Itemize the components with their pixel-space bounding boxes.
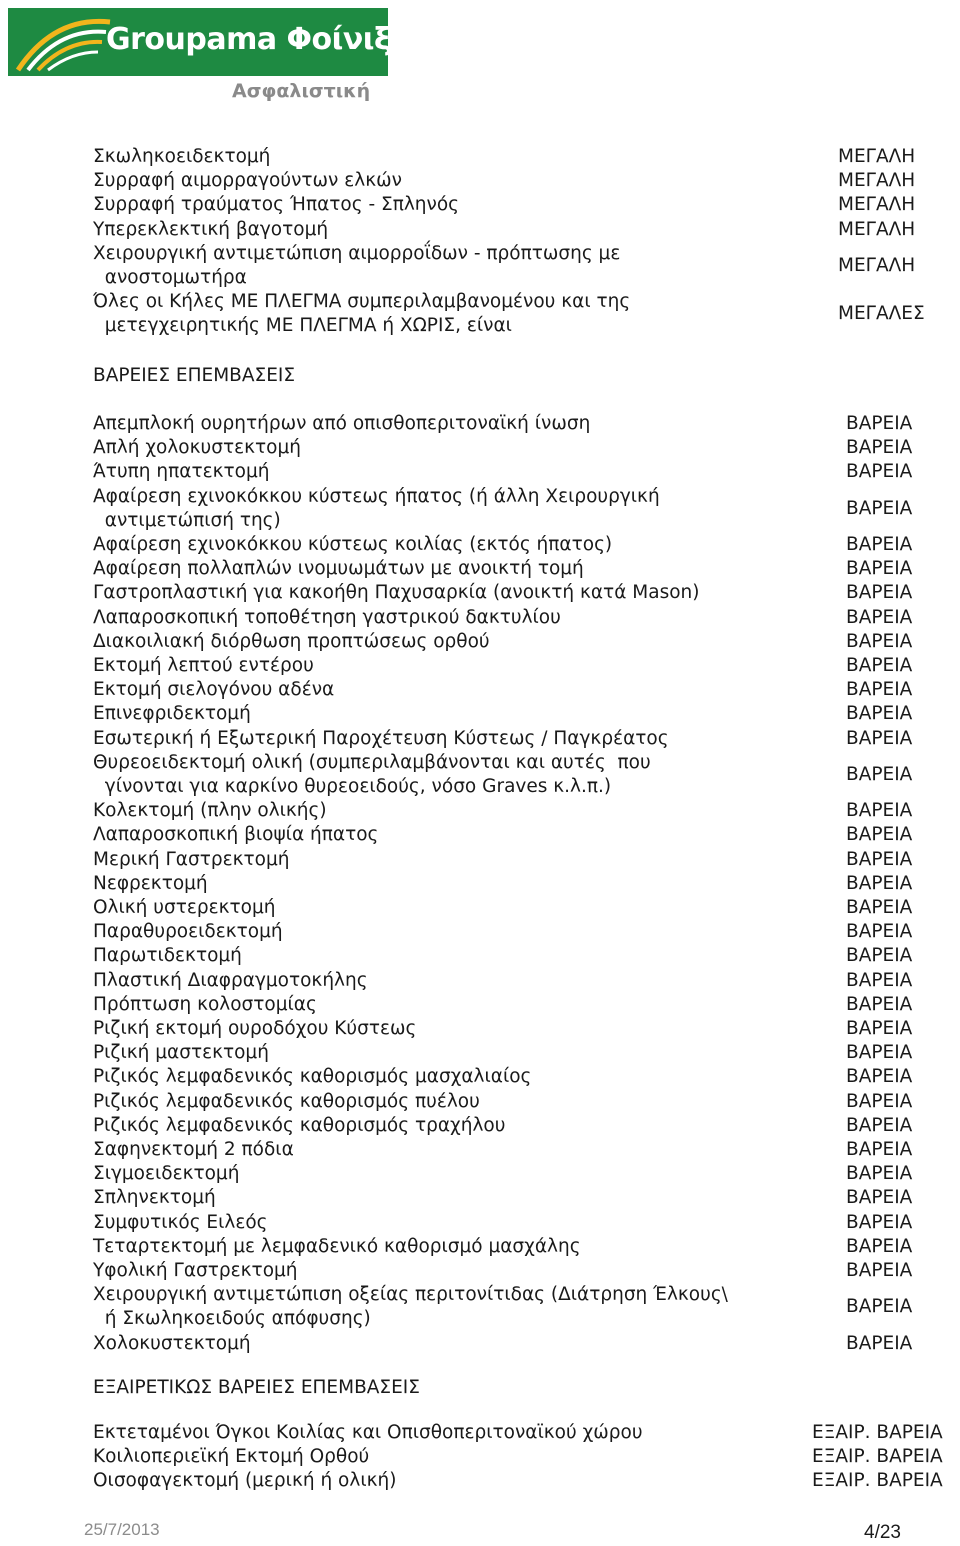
procedure-name: Εκτομή σιελογόνου αδένα [93, 679, 335, 701]
severity-category: ΒΑΡΕΙΑ [846, 558, 913, 580]
severity-category: ΒΑΡΕΙΑ [846, 872, 913, 894]
procedure-name: Ριζικός λεμφαδενικός καθορισμός τραχήλου [93, 1114, 506, 1136]
procedure-name: Χειρουργική αντιμετώπιση οξείας περιτονίτιδας (Διάτρηση Έλκους\ ή Σκωληκοειδούς απόφυσης) [93, 1284, 728, 1330]
procedure-name: Χολοκυστεκτομή [93, 1332, 251, 1354]
procedure-name: Χειρουργική αντιμετώπιση αιμορροΐδων - πρόπτωσης με ανοστομωτήρα [93, 242, 621, 288]
procedure-name: Αφαίρεση εχινοκόκκου κύστεως ήπατος (ή άλλη Χειρουργική αντιμετώπισή της) [93, 485, 660, 531]
severity-category: ΜΕΓΑΛΗ [838, 218, 916, 240]
procedure-name: Απλή χολοκυστεκτομή [93, 437, 301, 459]
procedure-name: Ριζικός λεμφαδενικός καθορισμός μασχαλιαίος [93, 1066, 532, 1088]
brand-logo [8, 8, 392, 76]
procedure-name: Πρόπτωση κολοστομίας [93, 993, 317, 1015]
procedure-name: Ριζική εκτομή ουροδόχου Κύστεως [93, 1018, 417, 1039]
severity-category: ΒΑΡΕΙΑ [846, 1018, 913, 1039]
procedure-name: Λαπαροσκοπική τοποθέτηση γαστρικού δακτυλίου [93, 606, 561, 628]
procedure-name: Αφαίρεση εχινοκόκκου κύστεως κοιλίας (εκτός ήπατος) [93, 534, 613, 555]
severity-category: ΕΞΑΙΡ. ΒΑΡΕΙΑ [812, 1446, 943, 1468]
procedure-name: Εκτομή λεπτού εντέρου [93, 655, 314, 676]
procedure-name: Θυρεοειδεκτομή ολική (συμπεριλαμβάνονται και αυτές που γίνονται για καρκίνο θυρεοειδούς, νόσο Graves κ.λ.π.) [93, 751, 651, 797]
severity-category: ΒΑΡΕΙΑ [846, 727, 913, 749]
severity-category: ΒΑΡΕΙΑ [846, 655, 913, 676]
severity-category: ΒΑΡΕΙΑ [846, 630, 913, 652]
severity-category: ΒΑΡΕΙΑ [846, 1114, 913, 1136]
severity-category: ΒΑΡΕΙΑ [846, 1296, 913, 1318]
brand-subtitle: Ασφαλιστική [232, 80, 371, 102]
severity-category: ΒΑΡΕΙΑ [846, 848, 913, 870]
severity-category: ΒΑΡΕΙΑ [846, 945, 913, 967]
procedure-name: Όλες οι Κήλες ΜΕ ΠΛΕΓΜΑ συμπεριλαμβανομένου και της μετεγχειρητικής ΜΕ ΠΛΕΓΜΑ ή ΧΩΡΙΣ, είναι [93, 291, 631, 337]
procedure-name: Διακοιλιακή διόρθωση προπτώσεως ορθού [93, 630, 490, 652]
procedure-name: Συμφυτικός Ειλεός [93, 1211, 268, 1233]
procedure-name: Σαφηνεκτομή 2 πόδια [93, 1139, 294, 1160]
severity-category: ΒΑΡΕΙΑ [846, 1139, 913, 1160]
procedure-name: Σκωληκοειδεκτομή [93, 146, 271, 167]
procedure-name: Υπερεκλεκτική βαγοτομή [93, 218, 329, 240]
brand-name: Groupama Φοίνιξ [106, 22, 392, 57]
severity-category: ΜΕΓΑΛΗ [838, 194, 916, 216]
severity-category: ΒΑΡΕΙΑ [846, 763, 913, 785]
procedure-name: Αφαίρεση πολλαπλών ινομυωμάτων με ανοικτή τομή [93, 558, 584, 580]
procedure-name: Σπληνεκτομή [93, 1187, 216, 1209]
severity-category: ΒΑΡΕΙΑ [846, 582, 913, 604]
procedure-name: Παραθυροειδεκτομή [93, 921, 283, 943]
procedure-name: Τεταρτεκτομή με λεμφαδενικό καθορισμό μασχάλης [93, 1235, 581, 1257]
severity-category: ΒΑΡΕΙΑ [846, 1235, 913, 1257]
procedure-name: Νεφρεκτομή [93, 872, 208, 894]
severity-category: ΒΑΡΕΙΑ [846, 1332, 913, 1354]
page-number: 4/23 [864, 1522, 901, 1543]
severity-category: ΜΕΓΑΛΕΣ [838, 303, 925, 325]
procedure-name: Απεμπλοκή ουρητήρων από οπισθοπεριτοναϊκή ίνωση [93, 413, 591, 434]
severity-category: ΕΞΑΙΡ. ΒΑΡΕΙΑ [812, 1470, 943, 1492]
severity-category: ΒΑΡΕΙΑ [846, 1066, 913, 1088]
procedure-name: Επινεφριδεκτομή [93, 703, 251, 725]
procedure-name: Μερική Γαστρεκτομή [93, 848, 290, 870]
severity-category: ΒΑΡΕΙΑ [846, 461, 913, 483]
procedure-name: Σιγμοειδεκτομή [93, 1163, 240, 1185]
severity-category: ΒΑΡΕΙΑ [846, 679, 913, 701]
severity-category: ΒΑΡΕΙΑ [846, 437, 913, 459]
severity-category: ΒΑΡΕΙΑ [846, 534, 913, 555]
procedure-name: Ριζική μαστεκτομή [93, 1042, 269, 1064]
severity-category: ΒΑΡΕΙΑ [846, 1163, 913, 1185]
procedure-name: Συρραφή αιμορραγούντων ελκών [93, 170, 402, 192]
severity-category: ΒΑΡΕΙΑ [846, 969, 913, 991]
severity-category: ΒΑΡΕΙΑ [846, 1042, 913, 1064]
severity-category: ΜΕΓΑΛΗ [838, 170, 916, 192]
procedure-name: Παρωτιδεκτομή [93, 945, 242, 967]
severity-category: ΒΑΡΕΙΑ [846, 800, 913, 822]
procedure-name: Εσωτερική ή Εξωτερική Παροχέτευση Κύστεως / Παγκρέατος [93, 727, 669, 749]
severity-category: ΒΑΡΕΙΑ [846, 413, 913, 434]
severity-category: ΒΑΡΕΙΑ [846, 1211, 913, 1233]
severity-category: ΒΑΡΕΙΑ [846, 921, 913, 943]
severity-category: ΒΑΡΕΙΑ [846, 1260, 913, 1281]
section-heading-exceptional: ΕΞΑΙΡΕΤΙΚΩΣ ΒΑΡΕΙΕΣ ΕΠΕΜΒΑΣΕΙΣ [93, 1377, 420, 1398]
severity-category: ΒΑΡΕΙΑ [846, 703, 913, 725]
severity-category: ΕΞΑΙΡ. ΒΑΡΕΙΑ [812, 1422, 943, 1443]
procedure-name: Γαστροπλαστική για κακοήθη Παχυσαρκία (ανοικτή κατά Mason) [93, 582, 700, 604]
severity-category: ΜΕΓΑΛΗ [838, 254, 916, 276]
procedure-name: Υφολική Γαστρεκτομή [93, 1260, 298, 1281]
severity-category: ΒΑΡΕΙΑ [846, 993, 913, 1015]
severity-category: ΒΑΡΕΙΑ [846, 897, 913, 918]
severity-category: ΒΑΡΕΙΑ [846, 1090, 913, 1112]
procedure-name: Άτυπη ηπατεκτομή [93, 461, 270, 483]
section-heading-severe: ΒΑΡΕΙΕΣ ΕΠΕΜΒΑΣΕΙΣ [93, 365, 296, 386]
procedure-name: Κολεκτομή (πλην ολικής) [93, 800, 327, 822]
procedure-name: Ριζικός λεμφαδενικός καθορισμός πυέλου [93, 1090, 480, 1112]
procedure-name: Κοιλιοπεριεϊκή Εκτομή Ορθού [93, 1446, 370, 1468]
severity-category: ΒΑΡΕΙΑ [846, 497, 913, 519]
procedure-name: Πλαστική Διαφραγμοτοκήλης [93, 969, 368, 991]
procedure-name: Λαπαροσκοπική βιοψία ήπατος [93, 824, 379, 846]
footer-date: 25/7/2013 [84, 1520, 160, 1539]
procedure-name: Συρραφή τραύματος Ήπατος - Σπληνός [93, 194, 460, 216]
procedure-name: Εκτεταμένοι Όγκοι Κοιλίας και Οπισθοπεριτοναϊκού χώρου [93, 1422, 643, 1443]
severity-category: ΜΕΓΑΛΗ [838, 146, 916, 167]
severity-category: ΒΑΡΕΙΑ [846, 1187, 913, 1209]
severity-category: ΒΑΡΕΙΑ [846, 606, 913, 628]
procedure-name: Οισοφαγεκτομή (μερική ή ολική) [93, 1470, 397, 1492]
severity-category: ΒΑΡΕΙΑ [846, 824, 913, 846]
procedure-name: Ολική υστερεκτομή [93, 897, 276, 918]
